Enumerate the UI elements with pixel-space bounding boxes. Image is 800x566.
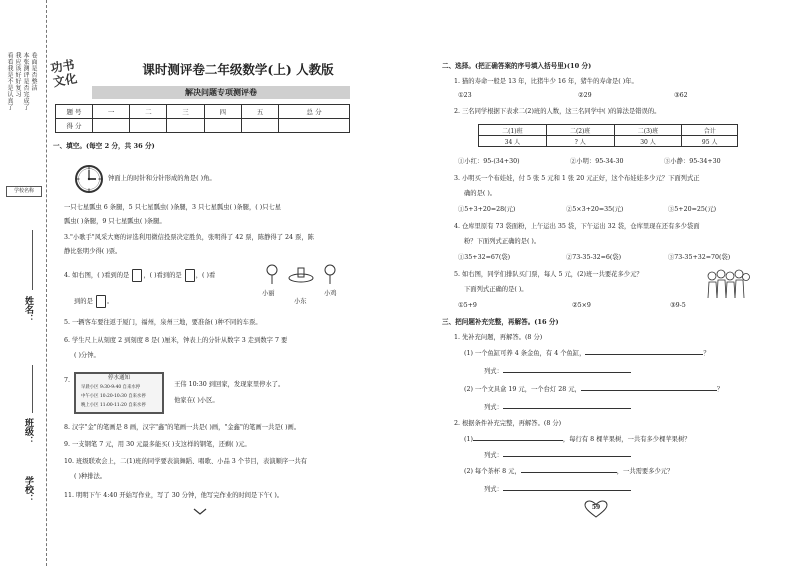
score-cell: 五 xyxy=(241,105,278,119)
choice-5-cont: 下面列式正确的是( )。 xyxy=(464,286,528,293)
clock-icon xyxy=(74,164,104,194)
problem-text: ，每行有 8 棵苹果树，一共有多少棵苹果树？ xyxy=(562,436,691,443)
page-number-badge xyxy=(584,500,608,518)
table-cell: 二(1)班 xyxy=(479,125,547,136)
section-fill-title: 一、填空。(每空 2 分，共 36 分) xyxy=(53,142,155,150)
question-6: 6. 学生尺上从刻度 2 到刻度 8 是( )厘米，钟表上的分针从数字 3 走到数字 7 要 xyxy=(64,337,288,344)
score-cell: 题 号 xyxy=(56,105,93,119)
logo-char: 功 xyxy=(49,59,64,76)
q4-text: 到的是 xyxy=(74,298,93,305)
logo-char: 书 xyxy=(61,57,76,74)
score-input[interactable] xyxy=(130,119,167,133)
score-input[interactable] xyxy=(167,119,204,133)
choice-2-opt: ②小明：95-34-30 xyxy=(570,158,624,165)
table-cell: 二(2)班 xyxy=(546,125,614,136)
formula-line xyxy=(484,368,631,376)
question-4-cont xyxy=(74,295,113,308)
score-cell: 总 分 xyxy=(279,105,350,119)
question-2-cont: 瓢虫( )条腿，9 只七星瓢虫( )条腿。 xyxy=(64,218,166,225)
question-2: 一只七星瓢虫 6 条腿，5 只七星瓢虫( )条腿，3 只七星瓢虫( )条腿，( )只七星 xyxy=(64,204,282,211)
score-cell: 一 xyxy=(93,105,130,119)
section-choice-title: 二、选择。(把正确答案的序号填入括号里)(10 分) xyxy=(442,62,592,70)
binding-note: 看看我是不是认真了 xyxy=(6,52,13,111)
formula-blank[interactable] xyxy=(503,372,631,373)
class-count-table xyxy=(478,124,738,147)
problem-1: 1. 先补充问题，再解答。(8 分) xyxy=(454,334,543,341)
notice-line: 中午小区 10:20-10:30 自来水停 xyxy=(81,394,146,399)
name-line xyxy=(32,230,33,290)
question-9: 9. 一支钢笔 7 元，用 30 元最多能买( )支这样的钢笔，还剩( )元。 xyxy=(64,441,251,448)
logo-char: 化 xyxy=(63,71,79,88)
score-table xyxy=(55,104,350,133)
choice-4-opt: ③73-35+32=70(袋) xyxy=(668,254,731,261)
section-complete-title: 三、把问题补充完整，再解答。(16 分) xyxy=(442,318,559,326)
score-cell: 二 xyxy=(130,105,167,119)
notice-line: 早晨小区 9:30-9:40 自来水停 xyxy=(81,385,141,390)
question-7-cont: 他家在( )小区。 xyxy=(174,397,219,404)
answer-blank[interactable] xyxy=(473,440,563,441)
choice-4-cont: 粉？下面列式正确的是( )。 xyxy=(464,238,541,245)
answer-blank[interactable] xyxy=(581,390,717,391)
problem-text: (2) 一个文具盒 19 元，一个台灯 28 元， xyxy=(464,386,581,393)
cup-icon xyxy=(96,295,106,308)
formula-blank[interactable] xyxy=(503,490,631,491)
problem-text: ？ xyxy=(716,386,724,393)
choice-3-opt: ②5×3+20=35(元) xyxy=(566,206,624,213)
choice-5-opt: ③9-5 xyxy=(670,302,686,309)
publisher-logo xyxy=(50,55,95,93)
problem-text: (2) 每个茶杯 8 元， xyxy=(464,468,521,475)
question-3-cont: 静比张明少得( )票。 xyxy=(64,248,122,255)
choice-2-opt: ①小红：95-(34+30) xyxy=(458,158,520,165)
question-8: 8. 汉字"金"的笔画是 8 画，汉字"鑫"的笔画一共是( )画，"金鑫"的笔画一共是( )画。 xyxy=(64,424,301,431)
score-cell: 得 分 xyxy=(56,119,93,133)
class-line xyxy=(32,365,33,413)
choice-2-opt: ③小静：95-34+30 xyxy=(664,158,721,165)
choice-5: 5. 如右图，同学们排队买门票，每人 5 元，(2)班一共要花多少元？ xyxy=(454,271,643,278)
choice-4-opt: ①35+32=67(袋) xyxy=(458,254,511,261)
notice-title: 停水通知 xyxy=(107,375,130,381)
binding-margin xyxy=(0,0,47,566)
formula-label: 列式： xyxy=(484,368,503,375)
class-label: 班级： xyxy=(23,418,33,445)
question-6-cont: ( )分钟。 xyxy=(74,352,100,359)
choice-1-opt: ②29 xyxy=(578,92,592,99)
problem-1-1 xyxy=(464,350,710,358)
page-title: 课时测评卷二年级数学(上) 人教版 xyxy=(142,62,334,77)
table-cell: ? 人 xyxy=(546,136,614,147)
problem-text: ，一共需要多少元？ xyxy=(616,468,674,475)
table-header-row xyxy=(479,125,738,136)
page-number: 59 xyxy=(591,504,601,511)
formula-blank[interactable] xyxy=(503,456,631,457)
choice-5-opt: ①5+9 xyxy=(458,302,477,309)
table-cell: 30 人 xyxy=(614,136,682,147)
score-input[interactable] xyxy=(204,119,241,133)
problem-2-1 xyxy=(464,436,691,444)
choice-3-opt: ①5+3+20=28(元) xyxy=(458,206,516,213)
formula-blank[interactable] xyxy=(503,408,631,409)
name-label: 姓名： xyxy=(23,296,33,323)
table-cell: 二(3)班 xyxy=(614,125,682,136)
score-cell: 三 xyxy=(167,105,204,119)
q4-text: ，( )看到的是 xyxy=(143,272,182,279)
score-cell: 四 xyxy=(204,105,241,119)
table-cell: 合计 xyxy=(682,125,738,136)
question-5: 5. 一辆客车要往返于厦门，福州，泉州三地，要准备( )种不同的车票。 xyxy=(64,319,262,326)
page-subtitle: 解决问题专项测评卷 xyxy=(92,86,350,99)
table-cell: 95 人 xyxy=(682,136,738,147)
binding-notes xyxy=(6,52,42,182)
water-notice-board xyxy=(74,372,164,414)
answer-blank[interactable] xyxy=(585,354,703,355)
formula-label: 列式： xyxy=(484,404,503,411)
choice-5-opt: ②5×9 xyxy=(572,302,591,309)
problem-2: 2. 根据条件补充完整，再解答。(8 分) xyxy=(454,420,562,427)
question-11: 11. 明明下午 4:40 开始写作业，写了 30 分钟，他写完作业的时间是下午( )。 xyxy=(64,492,284,499)
binding-note: 本张测评是否完成了 xyxy=(22,52,29,111)
logo-char: 文 xyxy=(51,73,67,90)
choice-1: 1. 猫的寿命一般是 13 年，比猪牛少 16 年，猪牛的寿命是( )年。 xyxy=(454,78,638,85)
question-4 xyxy=(64,269,215,282)
problem-1-2 xyxy=(464,386,723,394)
choice-4: 4. 仓库里原有 73 袋面粉，上午运出 35 袋，下午运出 32 袋，仓库里现在还有多少袋面 xyxy=(454,223,700,230)
score-input[interactable] xyxy=(241,119,278,133)
score-header-row xyxy=(56,105,350,119)
question-3: 3."小歌手"风采大赛的评选利用微信投票决定胜负，张明得了 42 票，陈静得了 24 票，陈 xyxy=(64,234,314,241)
ticket-queue-illustration xyxy=(706,268,750,302)
kid-label: 小东 xyxy=(294,298,307,305)
choice-2: 2. 三名同学根据下表求二(2)班的人数，这三名同学中( )的算法是错误的。 xyxy=(454,108,661,115)
choice-1-opt: ①23 xyxy=(458,92,472,99)
table-cell: 34 人 xyxy=(479,136,547,147)
formula-line xyxy=(484,486,631,494)
formula-label: 列式： xyxy=(484,452,503,459)
q4-text: ，( )看 xyxy=(195,272,216,279)
formula-label: 列式： xyxy=(484,486,503,493)
score-value-row xyxy=(56,119,350,133)
problem-text: (1) xyxy=(464,436,473,443)
chevron-down-icon xyxy=(193,508,207,516)
kid-label: 小鸡 xyxy=(324,290,337,297)
problem-text: (1) 一个鱼缸可养 4 条金鱼，有 4 个鱼缸， xyxy=(464,350,586,357)
binding-note: 卷面是否整洁 xyxy=(30,52,37,91)
choice-1-opt: ③62 xyxy=(674,92,688,99)
choice-4-opt: ②73-35-32=6(袋) xyxy=(566,254,622,261)
problem-2-2 xyxy=(464,468,673,476)
formula-line xyxy=(484,452,631,460)
choice-3-opt: ③5+20=25(元) xyxy=(668,206,717,213)
q4-text: 4. 如右图，( )看到的是 xyxy=(64,272,130,279)
question-7-num: 7. xyxy=(64,377,71,384)
kid-label: 小丽 xyxy=(262,290,275,297)
school-label: 学校： xyxy=(23,476,33,503)
notice-line: 晚上小区 11:00-11:20 自来水停 xyxy=(81,403,146,408)
table-row xyxy=(479,136,738,147)
question-10: 10. 班级联欢会上，二(1)班的同学要表演舞蹈、唱歌、小品 3 个节目，表演顺序一共有 xyxy=(64,458,308,465)
score-input[interactable] xyxy=(93,119,130,133)
problem-text: ？ xyxy=(703,350,710,357)
binding-note: 我应该好好复习 xyxy=(14,52,21,98)
answer-blank[interactable] xyxy=(521,472,617,473)
binding-stamp: 学校名称 xyxy=(6,186,42,197)
formula-line xyxy=(484,404,631,412)
cup-icon xyxy=(185,269,195,282)
score-input[interactable] xyxy=(279,119,350,133)
question-7: 王伟 10:30 到回家，发现家里停水了。 xyxy=(174,381,285,388)
choice-3: 3. 小明买一个布娃娃，付 5 张 5 元和 1 张 20 元正好，这个布娃娃多少元？下面列式正 xyxy=(454,175,700,182)
question-1: 钟面上的时针和分针形成的角是( )角。 xyxy=(108,175,216,182)
choice-3-cont: 确的是( )。 xyxy=(464,190,497,197)
q4-text: 。 xyxy=(106,298,114,305)
question-10-cont: ( )种排法。 xyxy=(74,473,107,480)
cup-icon xyxy=(132,269,142,282)
